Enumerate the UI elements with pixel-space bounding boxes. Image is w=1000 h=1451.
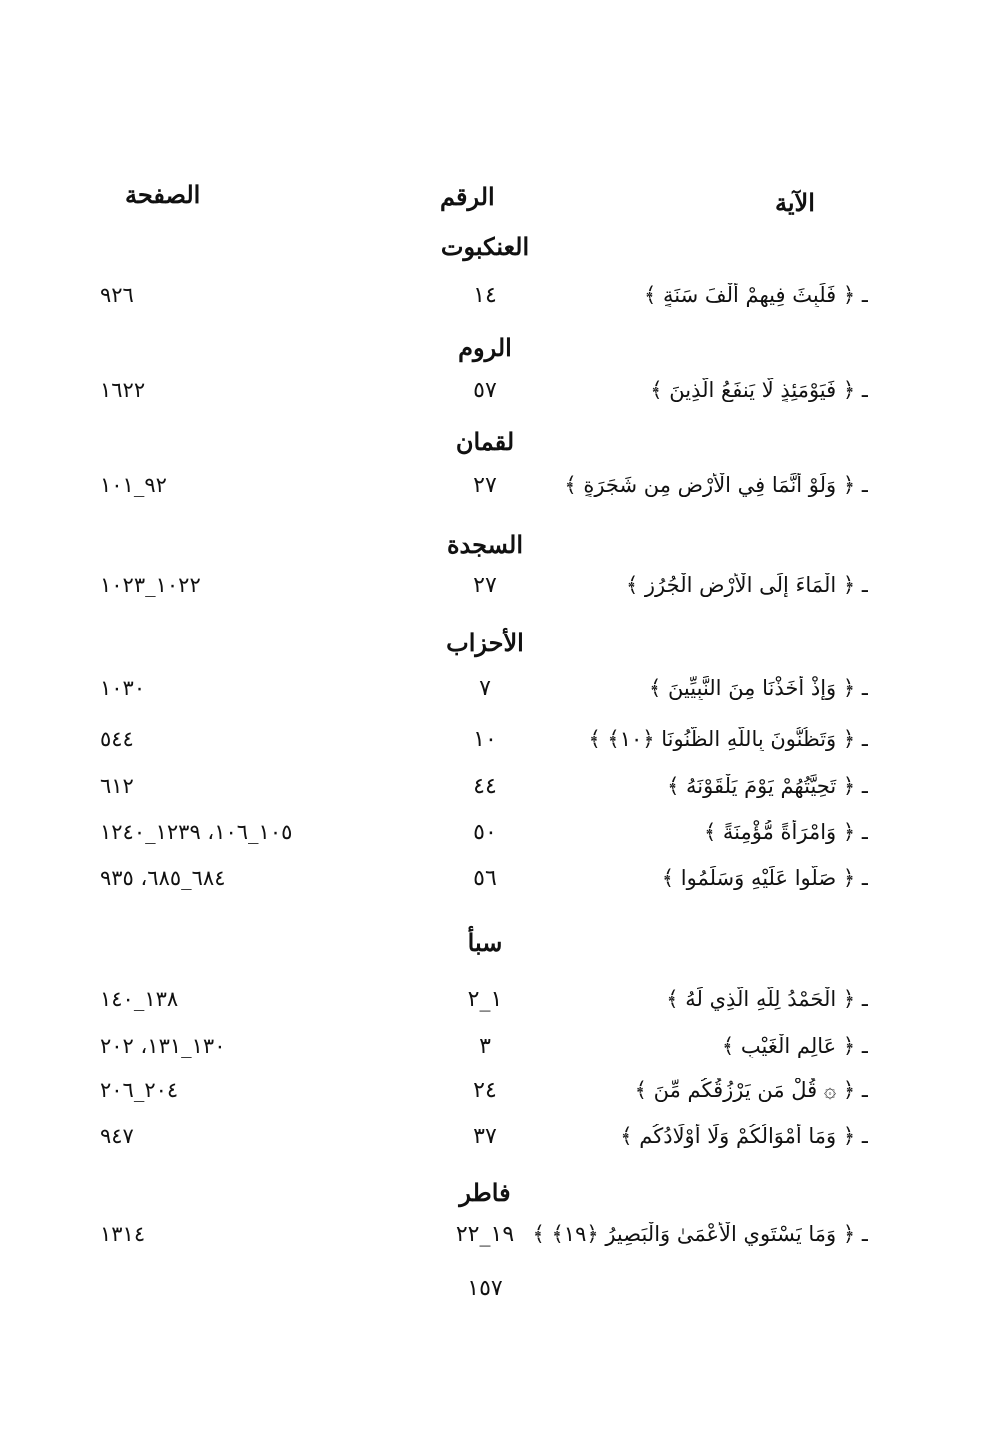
verse-text: ـ ﴿ وَمَا يَسْتَوِي الْأَعْمَىٰ وَالْبَصِيرُ ﴿١٩﴾ ﴾ xyxy=(532,1222,868,1246)
page-ref: ٦١٢ xyxy=(100,774,134,798)
page-ref: ٥٤٤ xyxy=(100,727,134,751)
index-row xyxy=(0,1124,1000,1164)
index-row xyxy=(0,378,1000,418)
verse-number: ٢٧ xyxy=(473,473,497,498)
page-ref: ١٠٢٢_١٠٢٣ xyxy=(100,573,201,597)
verse-text: ـ ﴿ وَامْرَأَةً مُّؤْمِنَةً ﴾ xyxy=(703,820,868,844)
verse-number: ٢٤ xyxy=(473,1078,497,1103)
verse-text: ـ ﴿ عَالِمِ الْغَيْبِ ﴾ xyxy=(721,1034,868,1058)
verse-number: ٥٧ xyxy=(473,378,497,403)
surah-title: فاطر xyxy=(459,1178,511,1207)
verse-text: ـ ﴿ صَلُّوا عَلَيْهِ وَسَلِّمُوا ﴾ xyxy=(661,866,868,890)
index-row xyxy=(0,774,1000,814)
verse-number: ٤٤ xyxy=(473,774,497,799)
page-ref: ٩٢_١٠١ xyxy=(100,473,167,497)
page-ref: ٢٠٤_٢٠٦ xyxy=(100,1078,179,1102)
page-ref: ٩٤٧ xyxy=(100,1124,134,1148)
surah-title: العنكبوت xyxy=(440,232,530,261)
index-row xyxy=(0,987,1000,1027)
verse-text: ـ ﴿ فَيَوْمَئِذٍ لَّا يَنفَعُ الَّذِينَ ﴾ xyxy=(650,378,868,402)
verse-text: ـ ﴿ ۞ قُلْ مَن يَرْزُقُكُم مِّنَ ﴾ xyxy=(634,1078,868,1102)
surah-title: السجدة xyxy=(446,530,524,559)
verse-text: ـ ﴿ وَمَا أَمْوَالُكُمْ وَلَا أَوْلَادُكُم ﴾ xyxy=(620,1124,868,1148)
surah-title: الأحزاب xyxy=(446,628,524,657)
verse-number: ٢٧ xyxy=(473,573,497,598)
page-ref: ١٦٢٢ xyxy=(100,378,146,402)
index-row xyxy=(0,820,1000,860)
verse-number: ٥٠ xyxy=(473,820,497,845)
verse-number: ٧ xyxy=(479,676,491,701)
index-row xyxy=(0,727,1000,767)
header-verse: الآية xyxy=(775,188,815,217)
page-ref: ١٣٠_١٣١، ٢٠٢ xyxy=(100,1034,226,1058)
index-row xyxy=(0,676,1000,716)
verse-text: ـ ﴿ الْحَمْدُ لِلَّهِ الَّذِي لَهُ ﴾ xyxy=(666,987,868,1011)
index-row xyxy=(0,473,1000,513)
page-ref: ٦٨٤_٦٨٥، ٩٣٥ xyxy=(100,866,226,890)
page-ref: ١٠٣٠ xyxy=(100,676,146,700)
verse-number: ٣٧ xyxy=(473,1124,497,1149)
verse-text: ـ ﴿ تَحِيَّتُهُمْ يَوْمَ يَلْقَوْنَهُ ﴾ xyxy=(667,774,868,798)
index-row xyxy=(0,1034,1000,1074)
verse-number: ٥٦ xyxy=(473,866,497,891)
page-ref: ١٣١٤ xyxy=(100,1222,146,1246)
page-ref: ٩٢٦ xyxy=(100,283,134,307)
surah-title: لقمان xyxy=(455,427,515,456)
index-row xyxy=(0,866,1000,906)
page-ref: ١٠٥_١٠٦، ١٢٣٩_١٢٤٠ xyxy=(100,820,293,844)
surah-title: الروم xyxy=(458,333,512,362)
verse-text: ـ ﴿ الْمَاءَ إِلَى الْأَرْضِ الْجُرُزِ ﴾ xyxy=(625,573,868,597)
verse-number: ١٩_٢٢ xyxy=(455,1222,515,1247)
index-row xyxy=(0,1078,1000,1118)
page-ref: ١٣٨_١٤٠ xyxy=(100,987,179,1011)
verse-number: ١_٢ xyxy=(467,987,503,1012)
verse-text: ـ ﴿ وَإِذْ أَخَذْنَا مِنَ النَّبِيِّينَ ﴾ xyxy=(648,676,868,700)
page-number: ١٥٧ xyxy=(467,1276,503,1301)
verse-text: ـ ﴿ وَلَوْ أَنَّمَا فِي الْأَرْضِ مِن شَجَرَةٍ ﴾ xyxy=(564,473,868,497)
verse-number: ٣ xyxy=(479,1034,491,1059)
header-page: الصفحة xyxy=(125,180,201,209)
verse-number: ١٤ xyxy=(473,283,497,308)
header-number: الرقم xyxy=(440,182,495,211)
verse-text: ـ ﴿ وَتَظُنُّونَ بِاللَّهِ الظُّنُونَا ﴿١٠﴾ ﴾ xyxy=(588,727,868,751)
index-row xyxy=(0,283,1000,323)
verse-text: ـ ﴿ فَلَبِثَ فِيهِمْ أَلْفَ سَنَةٍ ﴾ xyxy=(644,283,868,307)
verse-number: ١٠ xyxy=(473,727,497,752)
index-row xyxy=(0,573,1000,613)
index-row xyxy=(0,1222,1000,1262)
surah-title: سبأ xyxy=(467,928,503,957)
